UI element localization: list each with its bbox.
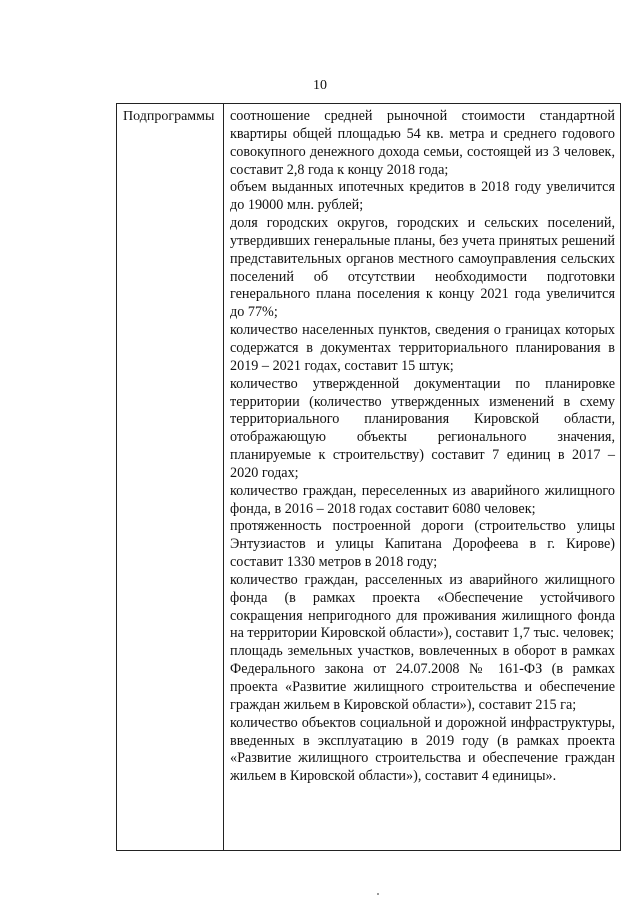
page-number: 10 <box>313 78 327 93</box>
row-label: Подпрограммы <box>123 109 215 124</box>
indicator-item: доля городских округов, городских и сельских поселений, утвердивших генеральные планы, без учета принятых решений представительных органов местного самоуправления сельских поселений об отсутствии необходимости подготовки генерального плана поселения к концу 2021 года увеличится до 77%; <box>230 215 615 321</box>
indicator-item: протяженность построенной дороги (строительство улицы Энтузиастов и улицы Капитана Дорофеева в г. Кирове) составит 1330 метров в 2018 году; <box>230 518 615 571</box>
indicator-item: количество граждан, расселенных из аварийного жилищного фонда (в рамках проекта «Обеспечение устойчивого сокращения непригодного для проживания жилищного фонда на территории Кировской области»), составит 1,7 тыс. человек; <box>230 571 615 642</box>
indicator-item: количество утвержденной документации по планировке территории (количество утвержденных изменений в схему территориального планирования Кировской области, отображающую объекты регионального значения, планируемые к строительству) составит 7 единиц в 2017 – 2020 годах; <box>230 375 615 481</box>
indicator-item: соотношение средней рыночной стоимости стандартной квартиры общей площадью 54 кв. метра и среднего годового совокупного денежного дохода семьи, состоящей из 3 человек, составит 2,8 года к концу 2018 года; <box>230 108 615 178</box>
scan-dot <box>377 893 379 895</box>
indicator-item: количество объектов социальной и дорожной инфраструктуры, введенных в эксплуатацию в 2019 году (в рамках проекта «Развитие жилищного строительства и обеспечение граждан жильем в Кировской области»), составит 4 единицы». <box>230 714 615 785</box>
indicator-item: количество населенных пунктов, сведения о границах которых содержатся в документах территориального планирования в 2019 – 2021 годах, составит 15 штук; <box>230 322 615 374</box>
indicator-item: объем выданных ипотечных кредитов в 2018 году увеличится до 19000 млн. рублей; <box>230 179 615 214</box>
indicator-item: количество граждан, переселенных из аварийного жилищного фонда, в 2016 – 2018 годах составит 6080 человек; <box>230 482 615 517</box>
indicators-cell <box>230 108 615 786</box>
indicator-item: площадь земельных участков, вовлеченных в оборот в рамках Федерального закона от 24.07.2008 № 161-ФЗ (в рамках проекта «Развитие жилищного строительства и обеспечение граждан жильем в Кировской области»), составит 215 га; <box>230 643 615 713</box>
column-divider <box>223 104 224 850</box>
subprogram-table <box>116 103 621 851</box>
